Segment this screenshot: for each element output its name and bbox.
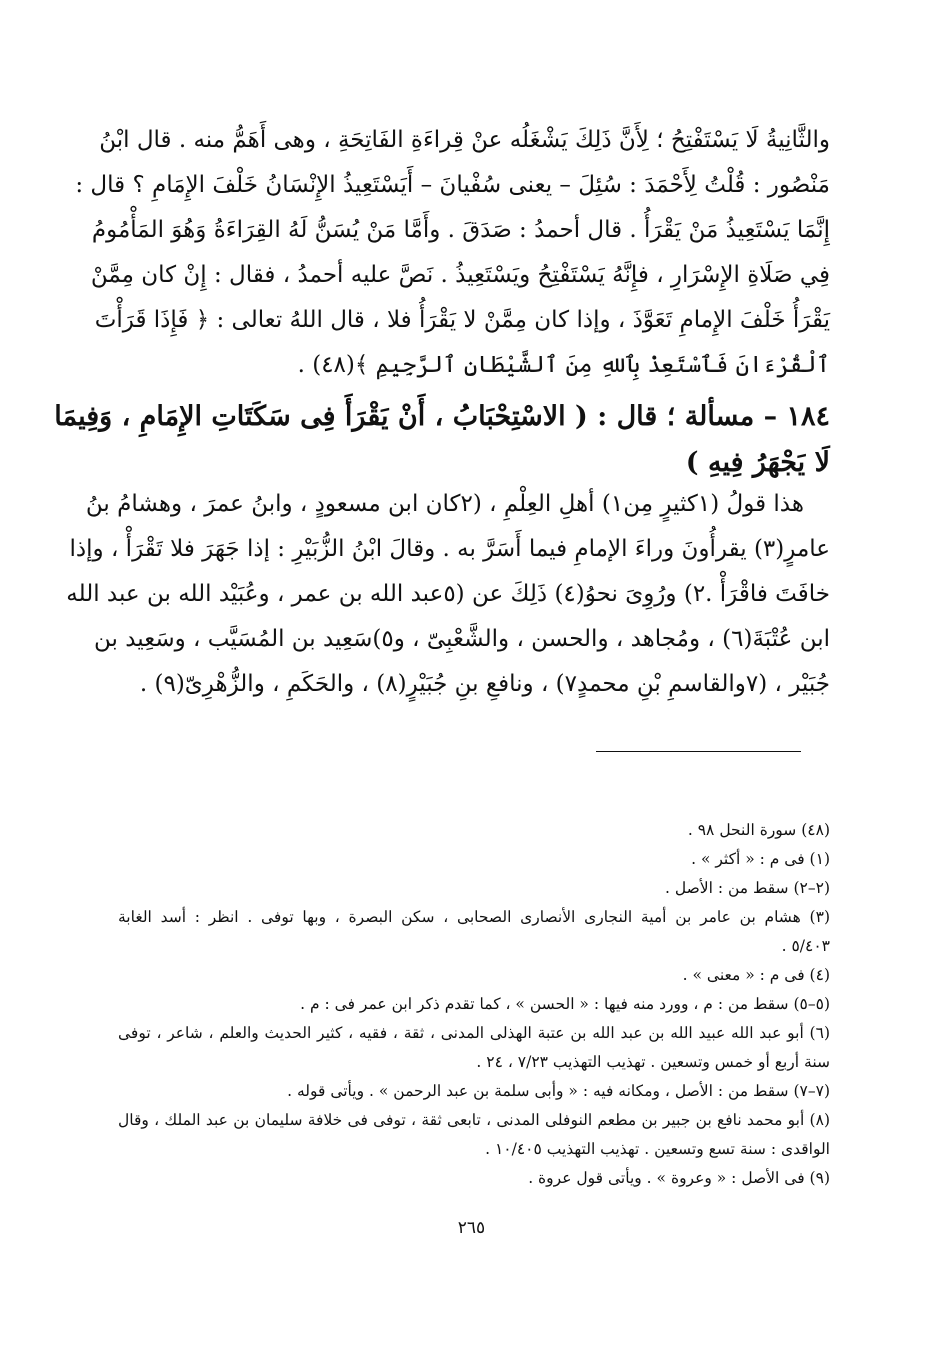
body-paragraph bbox=[66, 482, 830, 707]
text-line: جُبَيْر ، (٧والقاسمِ بْنِ محمدٍ٧) ، ونافعِ بنِ جُبَيْرٍ(٨) ، والحَكَمِ ، والزُّهْرِىّ(٩) . bbox=[139, 671, 830, 697]
footnote-line: (٩) فى الأصل : « وعروة » . ويأتى قول عروة . bbox=[528, 1169, 830, 1187]
heading-line: لَا يَجْهَرُ فِيهِ ) bbox=[685, 447, 830, 478]
heading-line: ١٨٤ – مسألة ؛ قال : ( الاسْتِحْبَابُ ، أَنْ يَقْرَأَ فِى سَكَتَاتِ الإِمَامِ ، وَفِيمَا bbox=[54, 401, 830, 432]
text-line: هذا قولُ (١كثيرٍ مِن١) أهلِ العِلْمِ ، (٢كان ابن مسعودٍ ، وابنُ عمرَ ، وهشامُ بنُ bbox=[85, 491, 804, 517]
footnote-line: سنة أربع أو خمس وتسعين . تهذيب التهذيب ٧/٢٣ ، ٢٤ . bbox=[476, 1053, 830, 1071]
text-line: والثَّانِيةُ لَا يَسْتَفْتِحُ ؛ لِأَنَّ ذَلِكَ يَشْغَلُه عنْ قِراءَةِ الفَاتِحَةِ ، وهى أَهَمُّ منه . قال ابْنُ bbox=[99, 127, 830, 153]
text-line: ابن عُتْبَةَ(٦) ، ومُجاهد ، والحسن ، والشَّعْبِىّ ، و٥)سَعِيد بن المُسَيَّب ، وسَعِيد بن bbox=[94, 626, 830, 652]
footnote-line: (٤٨) سورة النحل ٩٨ . bbox=[687, 821, 830, 839]
footnote-line: (٣) هشام بن عامر بن أمية النجارى الأنصارى الصحابى ، سكن البصرة ، وبها توفى . انظر : أسد الغابة bbox=[118, 908, 830, 926]
footnote-line: (١) فى م : « أكثر » . bbox=[691, 850, 830, 868]
text-line: يَقْرَأُ خَلْفَ الإِمامِ تَعَوَّذَ ، وإذا كان مِمَّنْ لا يَقْرَأُ فلا ، قال اللهُ تعالى : ﴿ فَإِذَا قَرَأْتَ bbox=[94, 307, 830, 333]
text-line: مَنْصُور : قُلْتُ لِأَحْمَدَ : سُئِلَ – يعنى سُفْيانَ – أَيَسْتَعِيذُ الإِنْسَانُ خَلْفَ الإِمَامِ ؟ قال : bbox=[75, 172, 830, 198]
footnote-line: ٥/٤٠٣ . bbox=[781, 937, 830, 955]
page-number: ٢٦٥ bbox=[457, 1218, 486, 1238]
section-heading bbox=[54, 394, 830, 486]
footnote-line: (٢–٢) سقط من : الأصل . bbox=[665, 879, 830, 897]
footnote-divider bbox=[596, 751, 801, 752]
footnotes-block bbox=[118, 816, 830, 1193]
footnote-line: (٦) أبو عبد الله عبيد الله بن عبد الله بن عتبة الهذلى المدنى ، ثقة ، فقيه ، كثير الحديث والعلم ، شاعر ، توفى bbox=[118, 1024, 830, 1042]
text-line: ٱلْقُرْءَانَ فَٱسْتَعِذْ بِٱللهِ مِنَ ٱلشَّيْطَانِ ٱلرَّجِيمِ ﴾(٤٨) . bbox=[297, 352, 830, 378]
text-line: خافَتَ فاقْرَأْ .٢) ورُوِىَ نحوُ(٤) ذَلِكَ عن (٥عبد الله بن عمر ، وعُبَيْد الله بن عبد الله bbox=[66, 581, 830, 607]
footnote-line: (٨) أبو محمد نافع بن جبير بن مطعم النوفلى المدنى ، تابعى ثقة ، توفى فى خلافة سليمان بن عبد الملك ، وقال bbox=[118, 1111, 830, 1129]
text-line: فِي صَلَاةِ الإِسْرَارِ ، فإِنَّهُ يَسْتَفْتِحُ ويَسْتَعِيذُ . نَصَّ عليه أحمدُ ، فقال : إِنْ كان مِمَّنْ bbox=[90, 262, 830, 288]
main-text-block bbox=[75, 118, 830, 388]
footnote-line: (٥–٥) سقط من : م ، وورد منه فيها : « الحسن » ، كما تقدم ذكر ابن عمر فى : م . bbox=[300, 995, 830, 1013]
text-line: عامرٍ(٣) يقرأُونَ وراءَ الإمامِ فيما أَسَرَّ به . وقالَ ابْنُ الزُّبَيْرِ : إذا جَهَرَ فلا تَقْرَأْ ، وإذا bbox=[69, 536, 830, 562]
footnote-line: (٧–٧) سقط من : الأصل ، ومكانه فيه : « وأبى سلمة بن عبد الرحمن » . ويأتى قوله . bbox=[287, 1082, 830, 1100]
footnote-line: الواقدى : سنة تسع وتسعين . تهذيب التهذيب ١٠/٤٠٥ . bbox=[485, 1140, 830, 1158]
text-line: إِنَّمَا يَسْتَعِيذُ مَنْ يَقْرَأُ . قال أحمدُ : صَدَقَ . وأَمَّا مَنْ يُسَنُّ لَهُ القِرَاءَةُ وَهُوَ المَأْمُومُ bbox=[91, 217, 830, 243]
footnote-line: (٤) فى م : « معنى » . bbox=[682, 966, 830, 984]
